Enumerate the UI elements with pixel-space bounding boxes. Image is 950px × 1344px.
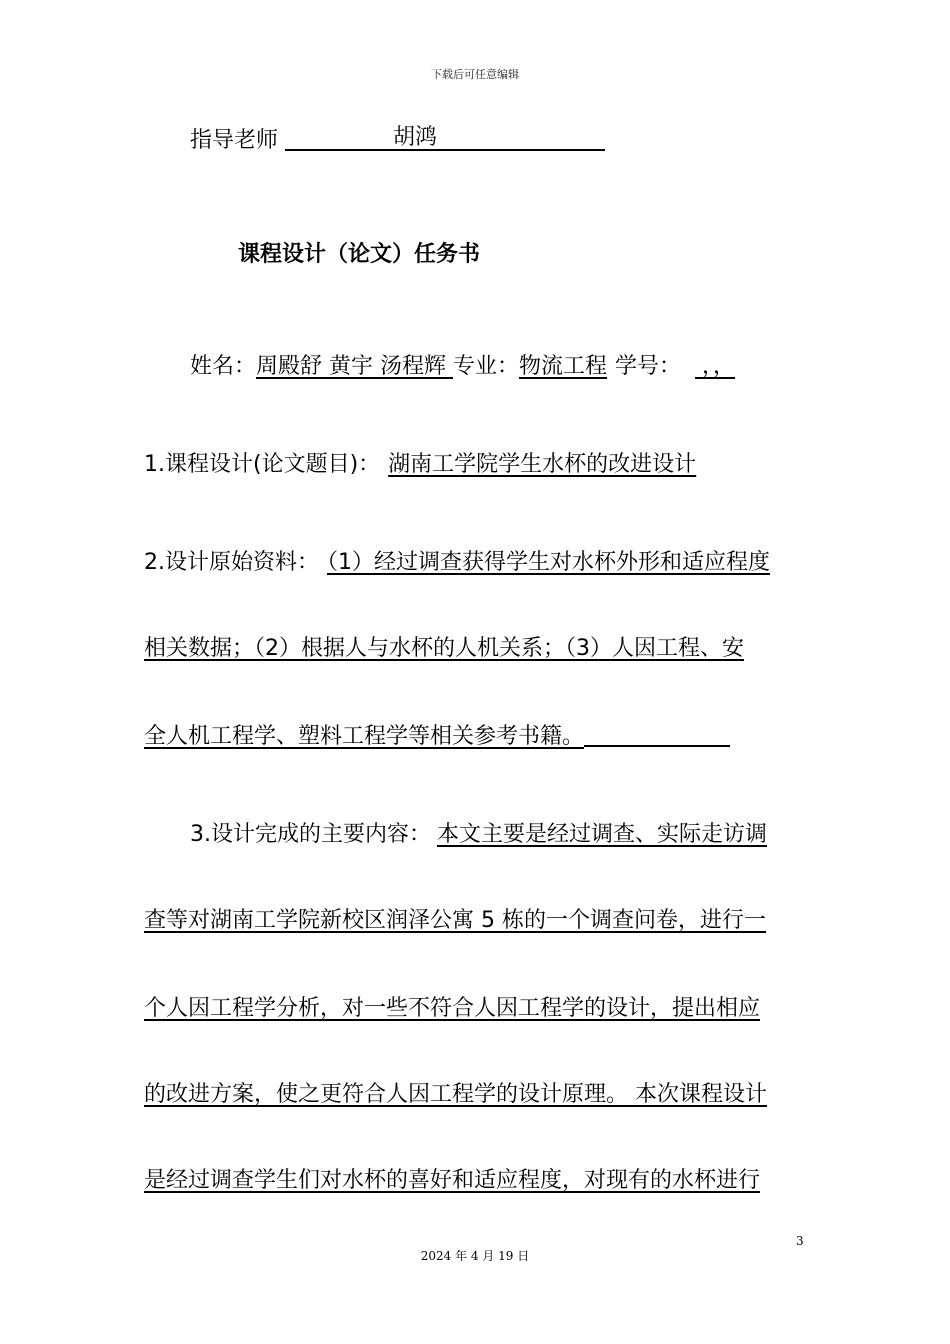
- item2-line3: [144, 722, 730, 752]
- document-title: 课程设计（论文）任务书: [238, 242, 481, 267]
- item3-text-2: 查等对湖南工学院新校区润泽公寓 5 栋的一个调查问卷，进行一: [144, 908, 766, 933]
- item2-text-2: 相关数据；（2）根据人与水杯的人机关系；（3）人因工程、安: [144, 636, 744, 661]
- item1-label: 1.课程设计(论文题目)：: [144, 452, 381, 477]
- item3-text-1: 本文主要是经过调查、实际走访调: [437, 822, 768, 847]
- advisor-line: [190, 126, 605, 156]
- item3-text-5: 是经过调查学生们对水杯的喜好和适应程度，对现有的水杯进行: [144, 1168, 761, 1193]
- item2-text-1: （1）经过调查获得学生对水杯外形和适应程度: [327, 550, 770, 575]
- item3-text-4: 的改进方案，使之更符合人因工程学的设计原理。 本次课程设计: [144, 1082, 767, 1107]
- student-info-line: [190, 352, 735, 382]
- item1-line: [144, 450, 696, 480]
- item2-line1: [144, 548, 770, 578]
- student-major: 物流工程: [519, 354, 608, 379]
- item2-label: 2.设计原始资料：: [144, 550, 319, 575]
- item3-line1: [190, 820, 767, 850]
- advisor-blank: [285, 127, 605, 151]
- student-names: 周殿舒 黄宇 汤程辉: [256, 354, 453, 379]
- advisor-name: 胡鸿: [393, 125, 438, 150]
- item2-text-3: 全人机工程学、塑料工程学等相关参考书籍。: [144, 724, 585, 749]
- id-label: 学号：: [615, 354, 682, 379]
- item1-value: 湖南工学院学生水杯的改进设计: [388, 452, 697, 477]
- page-header: 下载后可任意编辑: [431, 68, 519, 81]
- student-ids: ，，: [695, 354, 736, 379]
- item3-text-3: 个人因工程学分析，对一些不符合人因工程学的设计，提出相应: [144, 996, 761, 1021]
- name-label: 姓名：: [190, 354, 257, 379]
- page-number: 3: [796, 1234, 804, 1248]
- item3-label: 3.设计完成的主要内容：: [190, 822, 431, 847]
- advisor-label: 指导老师: [190, 128, 279, 153]
- item2-trailing-blank: [584, 723, 730, 747]
- footer-date: 2024 年 4 月 19 日: [420, 1249, 530, 1263]
- major-label: 专业：: [453, 354, 520, 379]
